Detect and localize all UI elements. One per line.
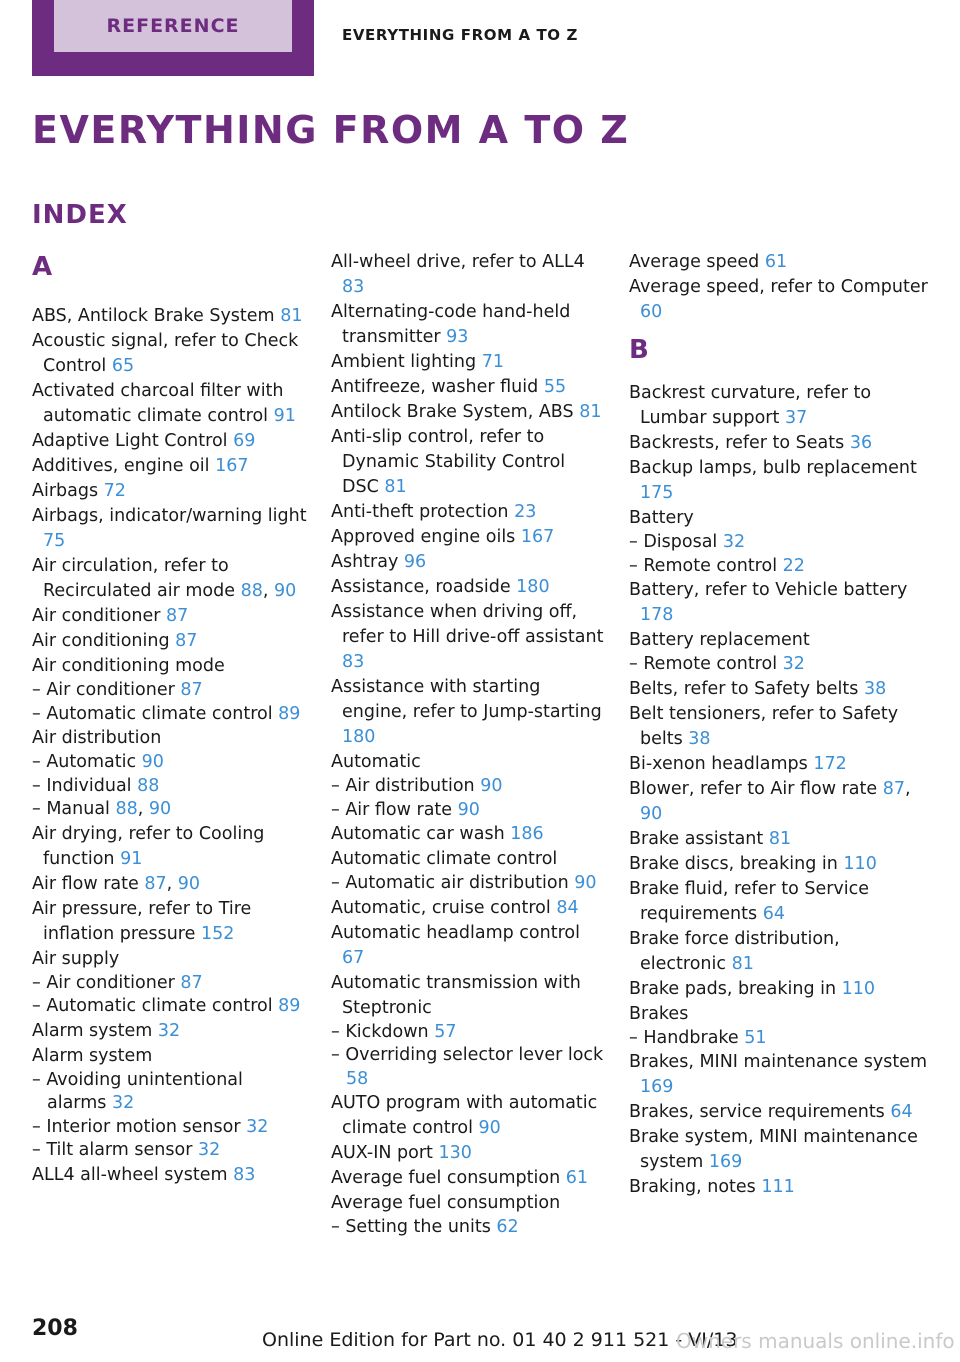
page-link[interactable]: 91 <box>120 848 143 869</box>
page-link[interactable]: 87 <box>144 873 167 894</box>
index-entry-text: Airbags, indicator/warning light <box>32 506 307 526</box>
index-entry-text: Air conditioner <box>32 606 161 626</box>
index-entry <box>629 1002 929 1027</box>
index-entry-text: Automatic car wash <box>331 824 505 844</box>
index-entry-text: Air supply <box>32 948 120 969</box>
page-link[interactable]: 180 <box>516 577 550 597</box>
chapter-tab-label: REFERENCE <box>54 0 292 52</box>
index-entry-text: Belt tensioners, refer to Safety belts <box>629 703 899 749</box>
index-entry <box>32 504 307 554</box>
page-link[interactable]: 90 <box>148 799 172 819</box>
index-entry-text: Braking, notes <box>629 1177 756 1197</box>
index-subentry <box>331 1044 606 1091</box>
index-entry-text: Air distribution <box>32 728 162 748</box>
page-link[interactable]: 83 <box>342 652 365 672</box>
index-column-2 <box>331 250 606 1240</box>
page-link[interactable]: 178 <box>640 605 674 625</box>
index-entry <box>32 304 307 329</box>
index-entry <box>32 329 307 379</box>
index-entry-text: Adaptive Light Control <box>32 431 228 451</box>
index-entry-text: Anti-slip control, refer to Dynamic Stability Control DSC <box>331 427 566 497</box>
index-entry <box>629 506 929 531</box>
page-link[interactable]: 90 <box>574 873 597 893</box>
index-entry <box>32 479 307 504</box>
page-link[interactable]: 88 <box>137 775 160 796</box>
watermark: Owners manuals online.info <box>676 1329 955 1353</box>
page-link[interactable]: 32 <box>782 654 805 674</box>
running-header: EVERYTHING FROM A TO Z <box>342 26 578 44</box>
index-entry <box>331 350 606 375</box>
index-entry-text: ABS, Antilock Brake System <box>32 306 275 326</box>
index-entry <box>331 425 606 500</box>
index-entry-text: Brake fluid, refer to Service requirements <box>629 878 870 924</box>
page-link[interactable]: 87 <box>180 680 203 700</box>
index-entry <box>629 702 929 752</box>
index-entry <box>32 947 307 972</box>
page-link[interactable]: 32 <box>246 1116 269 1137</box>
page-link[interactable]: 57 <box>434 1021 457 1042</box>
index-entry-text: Antifreeze, washer fluid <box>331 377 539 397</box>
page-link[interactable]: 32 <box>157 1020 181 1041</box>
index-entry-text: Activated charcoal filter with automatic climate control <box>32 381 284 426</box>
index-entry-text: Airbags <box>32 481 99 501</box>
index-entry <box>32 454 307 479</box>
page-link[interactable]: 38 <box>863 678 887 699</box>
page-link[interactable]: 110 <box>843 853 877 874</box>
page-link[interactable]: 81 <box>280 306 303 326</box>
index-entry-text: Average speed, refer to Computer <box>629 277 928 297</box>
index-entry-text: Alarm system <box>32 1020 153 1041</box>
page-link[interactable]: 169 <box>640 1077 674 1097</box>
index-entry <box>629 250 929 275</box>
index-entry <box>629 431 929 456</box>
page-link[interactable]: 84 <box>556 897 579 918</box>
page-link[interactable]: 71 <box>481 352 504 372</box>
index-entry-text: – Setting the units <box>331 1217 491 1237</box>
index-entry: Air flow rate 87, 90 <box>32 873 201 894</box>
index-entry <box>32 822 307 872</box>
page-link[interactable]: 93 <box>446 327 469 347</box>
index-entry-text: – Remote control <box>629 555 778 576</box>
index-subentry <box>331 872 606 896</box>
page-link[interactable]: 64 <box>890 1102 913 1122</box>
page-link[interactable]: 61 <box>565 1168 589 1188</box>
index-entry <box>32 629 307 654</box>
page-link[interactable]: 64 <box>762 903 785 924</box>
index-entry-text: – Handbrake <box>629 1027 739 1048</box>
index-entry-text: Brakes, service requirements <box>629 1102 885 1122</box>
index-entry <box>32 429 307 454</box>
index-subentry <box>32 775 307 799</box>
index-entry <box>32 604 307 629</box>
page-link[interactable]: 81 <box>768 828 792 849</box>
index-subentry <box>32 679 307 703</box>
index-entry-text: Brakes <box>629 1003 689 1024</box>
index-entry <box>331 550 606 575</box>
index-entry-text: Anti-theft protection <box>331 502 509 522</box>
index-subentry <box>629 1027 929 1051</box>
index-entry-text: Assistance, roadside <box>331 577 511 597</box>
index-entry-text: Air circulation, refer to Recirculated air mode <box>32 556 236 601</box>
page-link[interactable]: 62 <box>496 1217 519 1237</box>
section-title: INDEX <box>32 200 128 230</box>
index-entry-text: – Air distribution <box>331 776 475 796</box>
index-entry-text: – Air flow rate <box>331 799 453 820</box>
page-link[interactable]: 90 <box>457 799 480 820</box>
page-link[interactable]: 90 <box>274 581 297 601</box>
index-entry-text: – Disposal <box>629 532 718 552</box>
index-entry-text: Brake force distribution, electronic <box>629 928 840 974</box>
page-link[interactable]: 61 <box>764 252 788 272</box>
index-subentry: – Manual 88, 90 <box>32 799 172 819</box>
index-entry-text: – Manual <box>32 799 110 819</box>
page-number: 208 <box>32 1316 78 1341</box>
index-entry <box>331 600 606 675</box>
page-link[interactable]: 67 <box>342 947 365 968</box>
index-entry <box>331 1166 606 1191</box>
page-link[interactable]: 111 <box>761 1177 795 1197</box>
index-entry-text: Automatic climate control <box>331 849 558 869</box>
index-entry-text: Battery <box>629 508 694 528</box>
index-entry <box>331 822 606 847</box>
page-link[interactable]: 69 <box>233 431 256 451</box>
index-subentry <box>32 1139 307 1163</box>
index-entry-text: Blower, refer to Air flow rate <box>629 778 878 799</box>
index-entry <box>629 827 929 852</box>
index-entry <box>331 971 606 1021</box>
index-entry-text: – Interior motion sensor <box>32 1116 241 1137</box>
page-link[interactable]: 130 <box>438 1143 472 1163</box>
index-subentry <box>331 799 606 823</box>
index-entry-text: Alarm system <box>32 1045 153 1066</box>
page-link[interactable]: 90 <box>640 803 663 824</box>
index-letter-heading: A <box>32 252 53 282</box>
index-entry <box>331 1191 606 1216</box>
page-link[interactable]: 58 <box>346 1068 369 1089</box>
page-link[interactable]: 23 <box>514 502 537 522</box>
index-entry-text: Battery replacement <box>629 630 810 650</box>
index-entry <box>331 921 606 971</box>
index-entry <box>32 726 307 751</box>
index-entry <box>32 1163 307 1188</box>
index-entry-text: Ashtray <box>331 552 399 572</box>
page-link[interactable]: 89 <box>278 996 301 1016</box>
page-title: EVERYTHING FROM A TO Z <box>32 108 630 152</box>
index-entry <box>331 400 606 425</box>
page-link[interactable]: 89 <box>278 703 301 724</box>
index-entry-text: – Tilt alarm sensor <box>32 1140 193 1160</box>
index-subentry <box>629 653 929 677</box>
index-entry-text: – Avoiding unintentional alarms <box>32 1069 243 1113</box>
index-entry <box>331 250 606 300</box>
index-entry <box>629 1050 929 1100</box>
index-entry-text: Acoustic signal, refer to Check Control <box>32 331 299 376</box>
index-entry <box>629 677 929 702</box>
index-entry-text: – Air conditioner <box>32 972 175 993</box>
index-entry-text: Brake system, MINI maintenance system <box>629 1127 918 1172</box>
page-link[interactable]: 81 <box>579 402 602 422</box>
index-entry-text: Backup lamps, bulb replacement <box>629 458 917 478</box>
index-subentry <box>32 703 307 727</box>
page-link[interactable]: 152 <box>200 923 235 944</box>
index-entry <box>32 897 307 947</box>
page-link[interactable]: 88 <box>115 799 138 819</box>
index-entry <box>629 628 929 653</box>
page-link[interactable]: 72 <box>103 481 126 501</box>
page-link[interactable]: 60 <box>640 302 663 322</box>
index-entry <box>331 847 606 872</box>
index-entry-text: Brake discs, breaking in <box>629 853 838 874</box>
index-entry-text: Brake assistant <box>629 828 764 849</box>
page-link[interactable]: 90 <box>478 1118 501 1138</box>
page-link[interactable]: 22 <box>782 555 805 576</box>
page-link[interactable]: 51 <box>744 1027 767 1048</box>
page-link[interactable]: 83 <box>342 277 365 297</box>
index-letter-heading: B <box>629 335 649 365</box>
page-link[interactable]: 90 <box>177 873 201 894</box>
index-entry: Blower, refer to Air flow rate 87, 90 <box>629 778 911 824</box>
index-entry <box>331 1091 606 1141</box>
index-entry-text: AUX-IN port <box>331 1143 433 1163</box>
index-entry-text: – Air conditioner <box>32 680 175 700</box>
index-subentry <box>331 1216 606 1240</box>
index-entry <box>331 750 606 775</box>
index-entry <box>629 752 929 777</box>
index-entry-text: Ambient lighting <box>331 352 477 372</box>
index-subentry <box>629 555 929 579</box>
index-entry-text: Automatic, cruise control <box>331 897 551 918</box>
index-entry-text: Automatic <box>331 752 421 772</box>
page-link[interactable]: 32 <box>722 532 746 552</box>
index-entry <box>331 675 606 750</box>
index-entry <box>629 1175 929 1200</box>
index-entry <box>629 877 929 927</box>
page-link[interactable]: 167 <box>520 527 555 547</box>
index-entry-text: – Individual <box>32 775 132 796</box>
page-link[interactable]: 90 <box>141 752 164 772</box>
index-subentry <box>629 531 929 555</box>
page-link[interactable]: 175 <box>640 483 674 503</box>
index-entry <box>629 1100 929 1125</box>
page-link[interactable]: 167 <box>215 456 249 476</box>
chapter-tab <box>32 0 314 76</box>
index-entry <box>629 381 929 431</box>
index-entry <box>331 300 606 350</box>
index-entry <box>629 1125 929 1175</box>
index-subentry <box>32 751 307 775</box>
index-entry <box>331 525 606 550</box>
index-entry <box>32 654 307 679</box>
page-link[interactable]: 32 <box>111 1093 135 1113</box>
index-entry <box>32 1019 307 1044</box>
page-link[interactable]: 65 <box>111 356 135 376</box>
index-entry <box>629 275 929 325</box>
index-entry-text: Battery, refer to Vehicle battery <box>629 580 908 600</box>
page-link[interactable]: 81 <box>731 953 754 974</box>
index-subentry <box>32 995 307 1019</box>
page-link[interactable]: 87 <box>166 606 189 626</box>
index-entry <box>331 896 606 921</box>
edition-footer: Online Edition for Part no. 01 40 2 911 521 - VI/13 <box>262 1329 738 1351</box>
index-entry-text: Assistance when driving off, refer to Hill drive-off assistant <box>331 602 604 647</box>
page-link[interactable]: 91 <box>273 406 296 426</box>
index-entry-text: Backrest curvature, refer to Lumbar support <box>629 383 872 428</box>
index-entry-text: Approved engine oils <box>331 527 516 547</box>
page-link[interactable]: 88 <box>240 581 263 601</box>
index-entry <box>629 927 929 977</box>
index-entry <box>331 500 606 525</box>
index-entry <box>629 852 929 877</box>
index-entry <box>629 578 929 628</box>
index-entry <box>32 1044 307 1069</box>
index-entry <box>331 375 606 400</box>
page-link[interactable]: 172 <box>813 753 847 774</box>
index-entry-text: Automatic headlamp control <box>331 922 580 943</box>
page-link[interactable]: 75 <box>43 531 66 551</box>
index-entry-text: Average fuel consumption <box>331 1193 561 1213</box>
index-entry-text: Belts, refer to Safety belts <box>629 678 859 699</box>
index-entry-text: – Automatic climate control <box>32 996 273 1016</box>
index-entry-text: – Kickdown <box>331 1021 429 1042</box>
index-entry-text: – Automatic climate control <box>32 703 273 724</box>
page-link[interactable]: 110 <box>841 978 876 999</box>
index-entry-text: Air flow rate <box>32 873 139 894</box>
index-entry-text: Alternating-code hand-held transmitter <box>331 302 571 347</box>
index-column-1 <box>32 250 307 1188</box>
page-link[interactable]: 81 <box>384 477 407 497</box>
index-entry-text: Average speed <box>629 252 760 272</box>
page-link[interactable]: 180 <box>342 727 376 747</box>
index-entry <box>629 456 929 506</box>
index-entry-text: Additives, engine oil <box>32 456 210 476</box>
index-entry-text: Average fuel consumption <box>331 1168 561 1188</box>
index-subentry <box>32 972 307 996</box>
index-entry-text: Brake pads, breaking in <box>629 978 837 999</box>
index-entry: Air circulation, refer to Recirculated air mode 88, 90 <box>32 556 297 601</box>
index-entry-text: Air pressure, refer to Tire inflation pressure <box>32 898 252 944</box>
page-link[interactable]: 32 <box>198 1140 221 1160</box>
index-entry <box>629 977 929 1002</box>
index-entry-text: Air conditioning mode <box>32 656 225 676</box>
index-entry-text: – Automatic air distribution <box>331 873 569 893</box>
page-link[interactable]: 87 <box>180 972 203 993</box>
page-link[interactable]: 36 <box>849 433 873 453</box>
index-entry-text: AUTO program with automatic climate control <box>331 1093 598 1138</box>
page-link[interactable]: 87 <box>882 778 905 799</box>
index-entry-text: – Overriding selector lever lock <box>331 1045 604 1065</box>
page-link[interactable]: 186 <box>510 824 544 844</box>
index-subentry <box>32 1116 307 1140</box>
index-entry-text: Automatic transmission with Steptronic <box>331 972 581 1018</box>
index-entry-text: Backrests, refer to Seats <box>629 433 845 453</box>
index-entry-text: All-wheel drive, refer to ALL4 <box>331 252 585 272</box>
page-link[interactable]: 90 <box>480 776 503 796</box>
index-entry-text: Brakes, MINI maintenance system <box>629 1052 927 1072</box>
page-link[interactable]: 55 <box>543 377 567 397</box>
page-link[interactable]: 38 <box>688 728 711 749</box>
index-entry-text: – Remote control <box>629 654 778 674</box>
index-entry <box>32 379 307 429</box>
index-entry-text: Assistance with starting engine, refer to Jump-starting <box>331 677 602 722</box>
page-link[interactable]: 37 <box>784 408 808 428</box>
index-column-3 <box>629 250 929 1200</box>
index-entry-text: Air conditioning <box>32 631 170 651</box>
index-entry-text: Antilock Brake System, ABS <box>331 402 574 422</box>
page-link[interactable]: 87 <box>175 631 198 651</box>
page-link[interactable]: 83 <box>233 1164 256 1185</box>
index-entry-text: ALL4 all-wheel system <box>32 1164 228 1185</box>
index-subentry <box>331 1021 606 1045</box>
index-subentry <box>331 775 606 799</box>
page-link[interactable]: 169 <box>708 1152 743 1172</box>
index-entry-text: – Automatic <box>32 752 137 772</box>
index-entry <box>331 575 606 600</box>
index-entry-text: Air drying, refer to Cooling function <box>32 823 265 869</box>
index-entry <box>331 1141 606 1166</box>
index-subentry <box>32 1069 307 1116</box>
index-entry-text: Bi-xenon headlamps <box>629 753 808 774</box>
page-link[interactable]: 96 <box>403 552 427 572</box>
